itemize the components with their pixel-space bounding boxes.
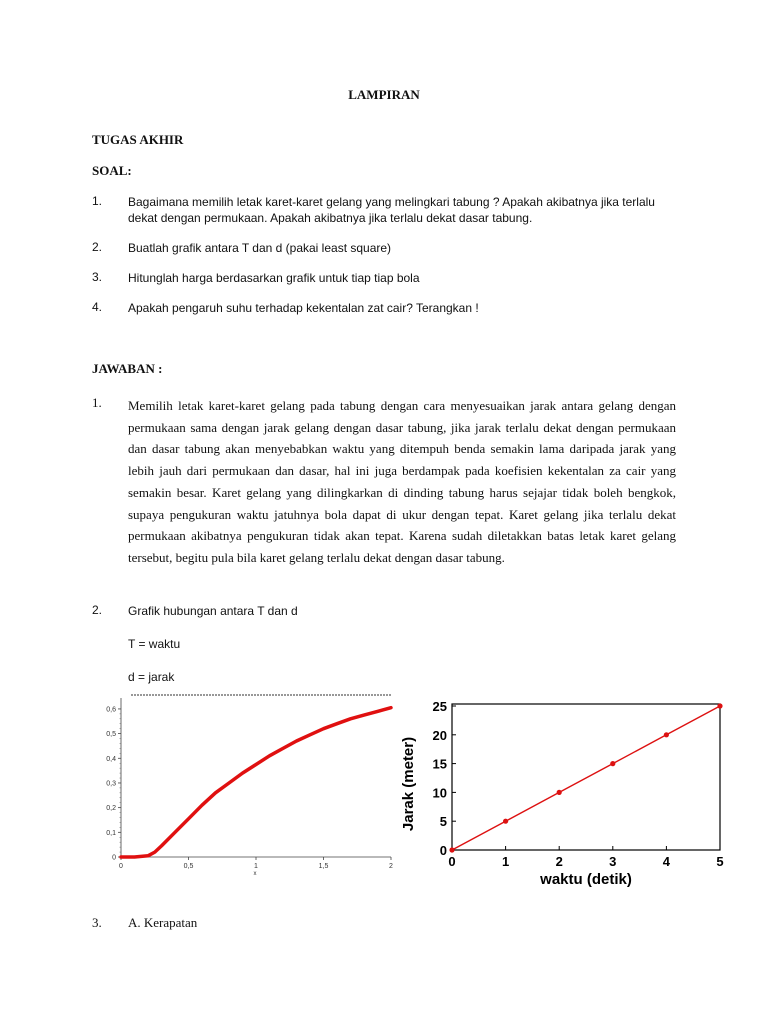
- y-tick-label: 0,3: [106, 780, 116, 788]
- data-point: [503, 819, 508, 824]
- data-point: [717, 703, 722, 708]
- questions-heading: SOAL:: [92, 163, 132, 178]
- data-curve: [121, 708, 391, 857]
- x-tick-label: 0: [448, 854, 456, 869]
- x-tick-label: 2: [389, 863, 393, 870]
- question-number: 1.: [92, 194, 103, 208]
- curve-chart: [88, 692, 400, 882]
- y-tick-label: 20: [432, 727, 447, 743]
- x-tick-label: 5: [716, 854, 724, 869]
- y-tick-label: 0,6: [106, 706, 116, 714]
- task-heading: TUGAS AKHIR: [92, 132, 184, 147]
- y-tick-label: 15: [432, 756, 447, 772]
- answer-text: Memilih letak karet-karet gelang pada tabung dengan cara menyesuaikan jarak antara gelang dengan permukaan sama dengan jarak gelang dengan dasar tabung, jika jarak terlalu dekat dengan permukaan dan dasar tabung akan menyebabkan waktu yang ditempuh benda semakin lama daripada jarak yang lebih jauh dari permukaan dan dasar, hal ini juga berdampak pada koefisien kekentalan za cair yang semakin besar. Karet gelang yang dilingkarkan di dinding tabung harus sejajar tidak boleh bengkok, supaya pengukuran waktu jatuhnya bola dapat di ukur dengan tepat. Karet gelang jika terlalu dekat permukaan akibatnya pengukuran tidak akan tepat. Karena sudah diletakkan batas letak karet gelang tersebut, begitu pula bila karet gelang terlalu dekat dengan dasar tabung.: [128, 398, 676, 565]
- answer-number: 1.: [92, 395, 102, 410]
- x-tick-label: 3: [609, 854, 617, 869]
- question-number: 4.: [92, 300, 103, 314]
- x-tick-label: 0,5: [183, 863, 194, 870]
- data-point: [449, 847, 454, 852]
- y-axis-label: Jarak (meter): [400, 736, 417, 832]
- answer-text: Grafik hubungan antara T dan d: [128, 604, 298, 618]
- question-number: 2.: [92, 240, 103, 254]
- y-tick-label: 0,4: [106, 755, 116, 763]
- x-tick-label: 1,5: [318, 863, 329, 870]
- x-axis-label: waktu (detik): [540, 871, 632, 888]
- distance-time-chart: [396, 694, 732, 894]
- question-text: Buatlah grafik antara T dan d (pakai least square): [128, 241, 392, 255]
- answers-heading: JAWABAN :: [92, 361, 163, 376]
- data-point: [610, 761, 615, 766]
- page-title: LAMPIRAN: [348, 87, 420, 102]
- definition-t: T = waktu: [128, 637, 181, 651]
- y-tick-label: 0: [439, 843, 447, 858]
- question-text: Apakah pengaruh suhu terhadap kekentalan zat cair? Terangkan !: [128, 301, 479, 315]
- y-tick-label: 0,5: [106, 731, 116, 739]
- definition-d: d = jarak: [128, 670, 175, 684]
- x-tick-label: 1: [501, 854, 510, 869]
- x-axis-label: x: [253, 871, 257, 877]
- answer-text: A. Kerapatan: [128, 915, 198, 930]
- x-tick-label: 0: [119, 863, 123, 870]
- y-tick-label: 25: [432, 699, 447, 714]
- data-point: [557, 790, 562, 795]
- question-number: 3.: [92, 270, 103, 284]
- y-tick-label: 5: [439, 814, 447, 830]
- x-tick-label: 4: [662, 854, 671, 869]
- x-tick-label: 2: [555, 854, 563, 869]
- y-tick-label: 0,2: [106, 805, 116, 813]
- x-tick-label: 1: [254, 863, 258, 870]
- data-point: [664, 732, 669, 737]
- question-text: Hitunglah harga berdasarkan grafik untuk tiap tiap bola: [128, 271, 420, 285]
- y-tick-label: 10: [432, 785, 447, 801]
- answer-number: 3.: [92, 915, 102, 930]
- data-line: [452, 706, 720, 850]
- answer-number: 2.: [92, 603, 103, 617]
- y-tick-label: 0: [112, 854, 116, 862]
- question-text: Bagaimana memilih letak karet-karet gelang yang melingkari tabung ? Apakah akibatnya jika terlalu dekat dengan permukaan. Apakah akibatnya jika terlalu dekat dasar tabung.: [128, 195, 655, 225]
- y-tick-label: 0,1: [106, 829, 116, 837]
